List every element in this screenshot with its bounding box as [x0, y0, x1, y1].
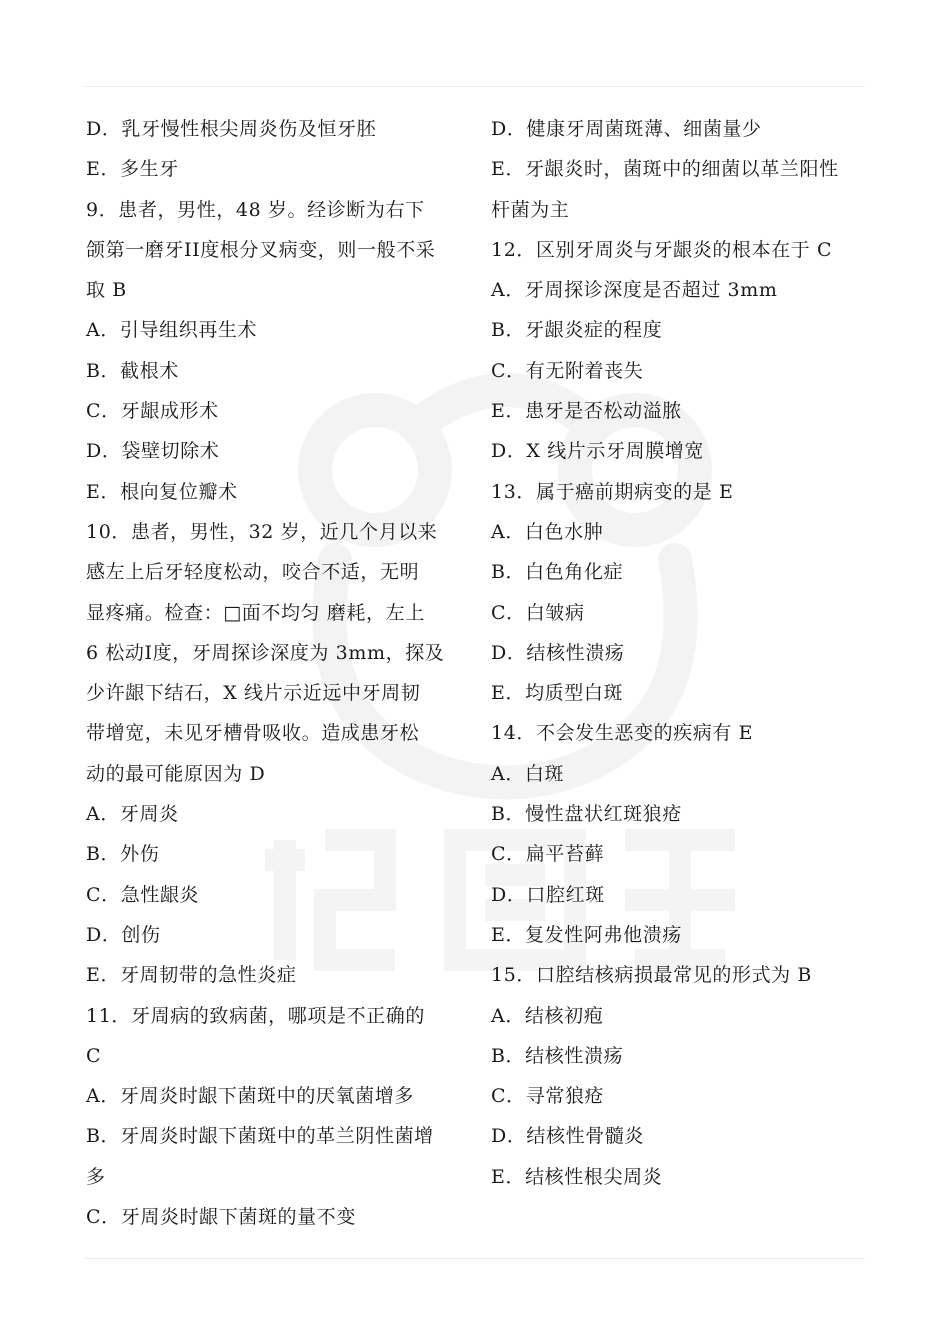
option-line: E．牙龈炎时，菌斑中的细菌以革兰阳性 — [491, 158, 839, 181]
option-line: E．结核性根尖周炎 — [491, 1165, 663, 1188]
option-line: D．袋壁切除术 — [86, 440, 220, 463]
text-line: 多 — [86, 1165, 106, 1188]
option-line: A．引导组织再生术 — [86, 319, 258, 342]
option-line: D．结核性骨髓炎 — [491, 1125, 645, 1148]
option-line: C．有无附着丧失 — [491, 359, 644, 382]
option-line: A．白斑 — [491, 762, 565, 785]
option-line: C．牙周炎时龈下菌斑的量不变 — [86, 1206, 356, 1229]
text-line: 取 B — [86, 279, 127, 302]
option-line: E．复发性阿弗他溃疡 — [491, 923, 682, 946]
question-15-line: 15．口腔结核病损最常见的形式为 B — [491, 964, 812, 987]
right-column — [491, 109, 871, 1197]
text-line: 动的最可能原因为 D — [86, 762, 266, 785]
question-11-line: 11．牙周病的致病菌，哪项是不正确的 — [86, 1004, 425, 1027]
option-line: D．结核性溃疡 — [491, 641, 625, 664]
option-line: A．牙周探诊深度是否超过 3mm — [491, 279, 778, 302]
option-line: D．健康牙周菌斑薄、细菌量少 — [491, 118, 762, 140]
option-line: B．截根术 — [86, 359, 179, 382]
option-line: C．扁平苔藓 — [491, 843, 605, 866]
option-line: D．口腔红斑 — [491, 883, 605, 906]
option-line: C．牙龈成形术 — [86, 400, 219, 423]
option-line: D．创伤 — [86, 923, 161, 946]
option-line: B．牙周炎时龈下菌斑中的革兰阴性菌增 — [86, 1125, 434, 1148]
text-line: E．多生牙 — [86, 158, 179, 181]
text-line: 颌第一磨牙II度根分叉病变，则一般不采 — [86, 238, 436, 261]
text-line: 感左上后牙轻度松动，咬合不适，无明 — [86, 561, 420, 584]
bottom-rule — [85, 1258, 865, 1259]
text-line: 少许龈下结石，X 线片示近远中牙周韧 — [86, 682, 421, 705]
option-line: E．牙周韧带的急性炎症 — [86, 964, 297, 987]
option-line: A．牙周炎 — [86, 803, 179, 826]
option-line: E．患牙是否松动溢脓 — [491, 400, 682, 423]
question-14-line: 14．不会发生恶变的疾病有 E — [491, 722, 754, 745]
question-13-line: 13．属于癌前期病变的是 E — [491, 480, 734, 503]
text-line: 杆菌为主 — [491, 198, 570, 221]
text-line: 6 松动I度，牙周探诊深度为 3mm，探及 — [86, 641, 445, 664]
question-10-line: 10．患者，男性，32 岁，近几个月以来 — [86, 520, 438, 543]
option-line: C．白皱病 — [491, 601, 585, 624]
option-line: A．牙周炎时龈下菌斑中的厌氧菌增多 — [86, 1085, 414, 1108]
question-12-line: 12．区别牙周炎与牙龈炎的根本在于 C — [491, 238, 833, 261]
option-line: C．寻常狼疮 — [491, 1085, 605, 1108]
left-column — [86, 109, 466, 1237]
top-rule — [85, 86, 865, 87]
option-line: B．结核性溃疡 — [491, 1044, 624, 1067]
option-line: E．根向复位瓣术 — [86, 480, 238, 503]
option-line: A．白色水肿 — [491, 520, 604, 543]
text-line: D．乳牙慢性根尖周炎伤及恒牙胚 — [86, 118, 377, 140]
option-line: B．慢性盘状红斑狼疮 — [491, 803, 682, 826]
question-9-line: 9．患者，男性，48 岁。经诊断为右下 — [86, 198, 425, 221]
option-line: B．外伤 — [86, 843, 160, 866]
text-line: C — [86, 1044, 102, 1067]
text-line: 带增宽，未见牙槽骨吸收。造成患牙松 — [86, 722, 420, 745]
text-line: 显疼痛。检查：□面不均匀 磨耗，左上 — [86, 601, 425, 624]
option-line: A．结核初疱 — [491, 1004, 604, 1027]
option-line: D．X 线片示牙周膜增宽 — [491, 440, 704, 463]
option-line: E．均质型白斑 — [491, 682, 624, 705]
option-line: B．牙龈炎症的程度 — [491, 319, 663, 342]
option-line: C．急性龈炎 — [86, 883, 200, 906]
option-line: B．白色角化症 — [491, 561, 624, 584]
